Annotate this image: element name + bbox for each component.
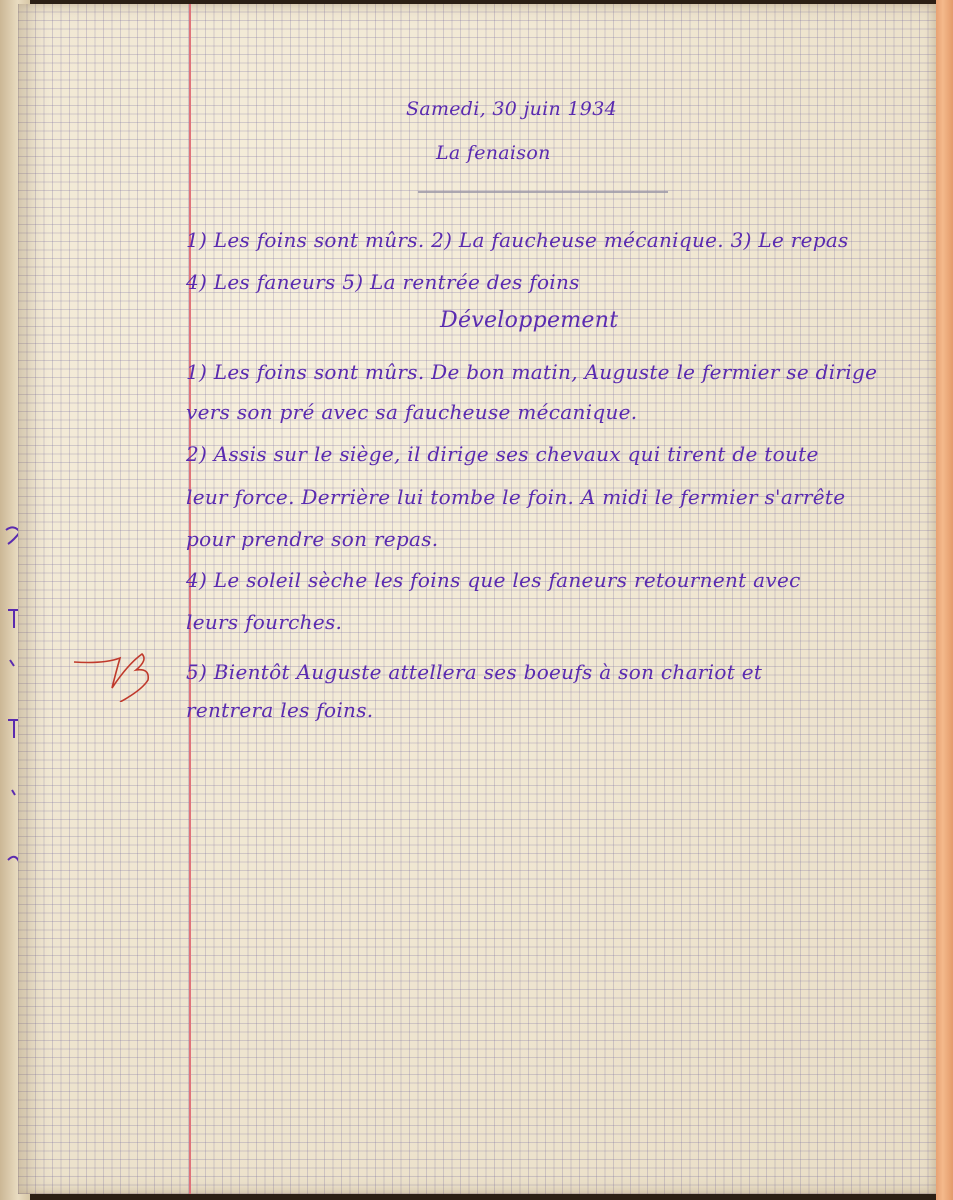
body-line: pour prendre son repas. bbox=[186, 527, 439, 551]
body-line: 1) Les foins sont mûrs. De bon matin, Auguste le fermier se dirige bbox=[186, 360, 878, 384]
title-underline bbox=[418, 191, 668, 193]
notebook-page bbox=[18, 4, 936, 1194]
body-line: 4) Le soleil sèche les foins que les faneurs retournent avec bbox=[186, 568, 801, 592]
plan-line: 1) Les foins sont mûrs. 2) La faucheuse mécanique. 3) Le repas bbox=[186, 228, 849, 252]
body-line: rentrera les foins. bbox=[186, 698, 374, 722]
plan-line: 4) Les faneurs 5) La rentrée des foins bbox=[186, 270, 580, 294]
body-line: 5) Bientôt Auguste attellera ses boeufs à son chariot et bbox=[186, 660, 763, 684]
section-heading: Développement bbox=[440, 308, 619, 333]
body-line: 2) Assis sur le siège, il dirige ses chevaux qui tirent de toute bbox=[186, 442, 819, 466]
document-date: Samedi, 30 juin 1934 bbox=[406, 98, 617, 120]
notebook-cover-edge bbox=[936, 0, 953, 1200]
document-title: La fenaison bbox=[436, 142, 551, 164]
margin-line bbox=[189, 4, 191, 1194]
body-line: vers son pré avec sa faucheuse mécanique. bbox=[186, 400, 638, 424]
teacher-mark bbox=[72, 632, 162, 702]
body-line: leur force. Derrière lui tombe le foin. A midi le fermier s'arrête bbox=[186, 485, 846, 509]
body-line: leurs fourches. bbox=[186, 610, 343, 634]
